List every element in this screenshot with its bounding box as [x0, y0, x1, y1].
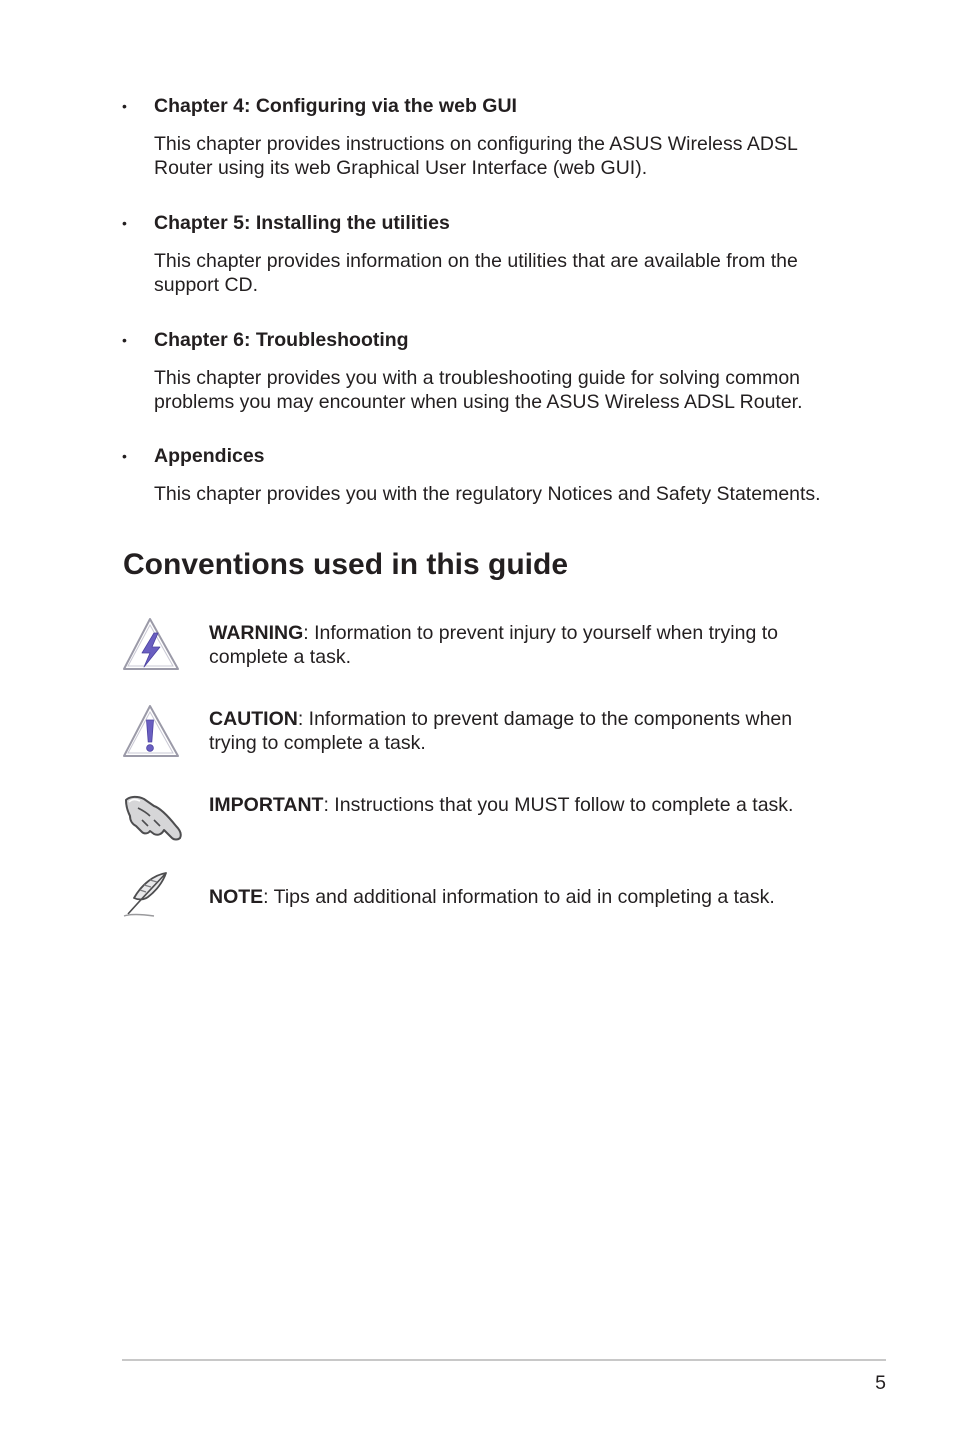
important-text: : Instructions that you MUST follow to complete a task.: [323, 794, 794, 816]
bullet: •: [122, 98, 127, 114]
note-text: : Tips and additional information to aid in completing a task.: [263, 886, 775, 908]
caution-text: : Information to prevent damage to the components when trying to complete a task.: [209, 708, 793, 754]
note-feather-icon: [120, 870, 172, 920]
warning-convention: [209, 621, 829, 669]
note-label: NOTE: [209, 886, 264, 908]
warning-label: WARNING: [209, 622, 304, 644]
chapter-5-description: This chapter provides information on the utilities that are available from the support CD.: [154, 250, 798, 296]
important-hand-icon: [120, 790, 186, 844]
bullet: •: [122, 332, 127, 348]
caution-convention: [209, 707, 829, 755]
appendices-title: Appendices: [154, 445, 265, 467]
chapter-4-description: This chapter provides instructions on configuring the ASUS Wireless ADSL Router using its web Graphical User Interface (web GUI).: [154, 133, 798, 179]
note-convention: [209, 885, 829, 909]
important-label: IMPORTANT: [209, 794, 324, 816]
appendices-description: This chapter provides you with the regulatory Notices and Safety Statements.: [154, 483, 821, 505]
chapter-4-title: Chapter 4: Configuring via the web GUI: [154, 95, 517, 117]
bullet: •: [122, 448, 127, 464]
chapter-6-title: Chapter 6: Troubleshooting: [154, 329, 409, 351]
chapter-5-title: Chapter 5: Installing the utilities: [154, 212, 450, 234]
warning-lightning-icon: [120, 615, 182, 673]
bullet: •: [122, 215, 127, 231]
footer-divider: [122, 1359, 886, 1361]
important-convention: [209, 793, 829, 817]
section-title: Conventions used in this guide: [123, 548, 569, 581]
page-number: 5: [875, 1372, 886, 1394]
caution-label: CAUTION: [209, 708, 298, 730]
caution-exclamation-icon: [120, 702, 182, 760]
chapter-6-description: This chapter provides you with a troubleshooting guide for solving common problems you may encounter when using the ASUS Wireless ADSL Router.: [154, 367, 803, 413]
warning-text: : Information to prevent injury to yourself when trying to complete a task.: [209, 622, 778, 668]
